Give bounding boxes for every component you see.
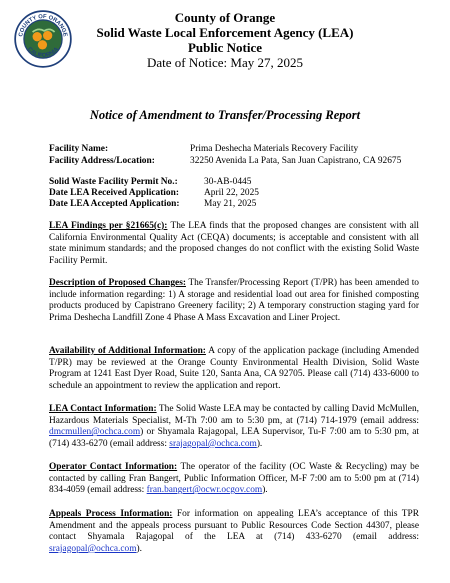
lea-contact-text-2: ) or Shyamala Rajagopal, LEA Supervisor, Tu-F 7:00 am to 5:30 pm, at (714) 433-6270 (email address: <box>49 427 419 449</box>
received-label: Date LEA Received Application: <box>49 188 179 198</box>
lea-contact-text-1: The Solid Waste LEA may be contacted by calling David McMullen, Hazardous Materials Specialist, M-Th 7:00 am to 5:30 pm, at (714) 714-1979 (email address: <box>49 404 419 426</box>
received-row <box>49 188 259 199</box>
accepted-value: May 21, 2025 <box>204 199 257 209</box>
facility-address-value: 32250 Avenida La Pata, San Juan Capistrano, CA 92675 <box>190 156 402 166</box>
notice-date: Date of Notice: May 27, 2025 <box>147 55 303 70</box>
changes-paragraph <box>49 278 419 324</box>
facility-address-label: Facility Address/Location: <box>49 156 155 166</box>
findings-heading: LEA Findings per §21665(c): <box>49 221 168 231</box>
appeals-text-2: ). <box>136 543 142 554</box>
findings-paragraph <box>49 221 419 267</box>
changes-heading: Description of Proposed Changes: <box>49 278 186 288</box>
lea-contact-heading: LEA Contact Information: <box>49 404 157 414</box>
county-name: County of Orange <box>174 10 276 25</box>
agency-name: Solid Waste Local Enforcement Agency (LEA) <box>96 25 354 40</box>
document-title: Notice of Amendment to Transfer/Processing Report <box>89 108 361 122</box>
accepted-row <box>49 199 257 210</box>
operator-email-link[interactable]: fran.bangert@ocwr.ocgov.com <box>146 485 263 496</box>
operator-contact-text-2: ). <box>262 485 268 496</box>
facility-name-row <box>49 144 359 155</box>
availability-heading: Availability of Additional Information: <box>49 346 206 356</box>
facility-name-value: Prima Deshecha Materials Recovery Facility <box>190 144 359 154</box>
availability-text: A copy of the application package (including Amended T/PR) may be reviewed at the Orange County Environmental Health Division, Solid Waste Program at 1241 East Dyer Road, Suite 120, Santa Ana, CA 92705. Please call (714) 433-6000 to schedule an appointment to review the application and report. <box>49 346 419 391</box>
appeals-email-link[interactable]: srajagopal@ochca.com <box>49 543 137 554</box>
received-value: April 22, 2025 <box>204 188 259 198</box>
appeals-heading: Appeals Process Information: <box>49 509 173 519</box>
seal-bottom-text: CALIFORNIA <box>25 46 61 60</box>
operator-contact-heading: Operator Contact Information: <box>49 462 178 472</box>
seal-top-text: COUNTY OF ORANGE <box>18 14 68 38</box>
operator-contact-text-1: The operator of the facility (OC Waste & Recycling) may be contacted by calling Fran Bangert, Public Information Officer, M-F 7:00 am to 5:00 pm at (714) 834-4059 (email address: <box>49 462 419 496</box>
facility-name-label: Facility Name: <box>49 144 109 154</box>
permit-value: 30-AB-0445 <box>204 177 252 187</box>
operator-contact-paragraph <box>49 462 419 497</box>
permit-row <box>49 177 252 188</box>
accepted-label: Date LEA Accepted Application: <box>49 199 180 209</box>
appeals-text-1: For information on appealing LEA’s acceptance of this TPR Amendment and the appeals process pursuant to Public Resources Code Section 44307, please contact Shyamala Rajagopal of the LEA at (714) 433-6270 (email address: <box>49 509 419 543</box>
facility-address-row <box>49 156 402 167</box>
appeals-paragraph <box>49 509 419 555</box>
lea-contact-paragraph <box>49 404 419 450</box>
availability-paragraph <box>49 346 419 392</box>
lea-email-link-1[interactable]: dmcmullen@ochca.com <box>49 427 141 438</box>
permit-label: Solid Waste Facility Permit No.: <box>49 177 178 187</box>
lea-contact-text-3: ). <box>256 438 263 449</box>
changes-text: The Transfer/Processing Report (T/PR) has been amended to include information regarding: 1) A storage and residential load out area for finished composting products produced by Capistrano Greenery facility; 2) A temporary construction staging yard for Prima Deshecha Landfill Zone 4 Phase A Mass Excavation and Liner Project. <box>49 278 419 323</box>
public-notice-label: Public Notice <box>187 40 262 55</box>
lea-email-link-2[interactable]: srajagopal@ochca.com <box>169 438 257 449</box>
findings-text: The LEA finds that the proposed changes are consistent with all California Environmental Quality Act (CEQA) documents; is acceptable and consistent with all state minimum standards; and the proposed changes do not conflict with the existing Solid Waste Facility Permit. <box>49 221 419 266</box>
